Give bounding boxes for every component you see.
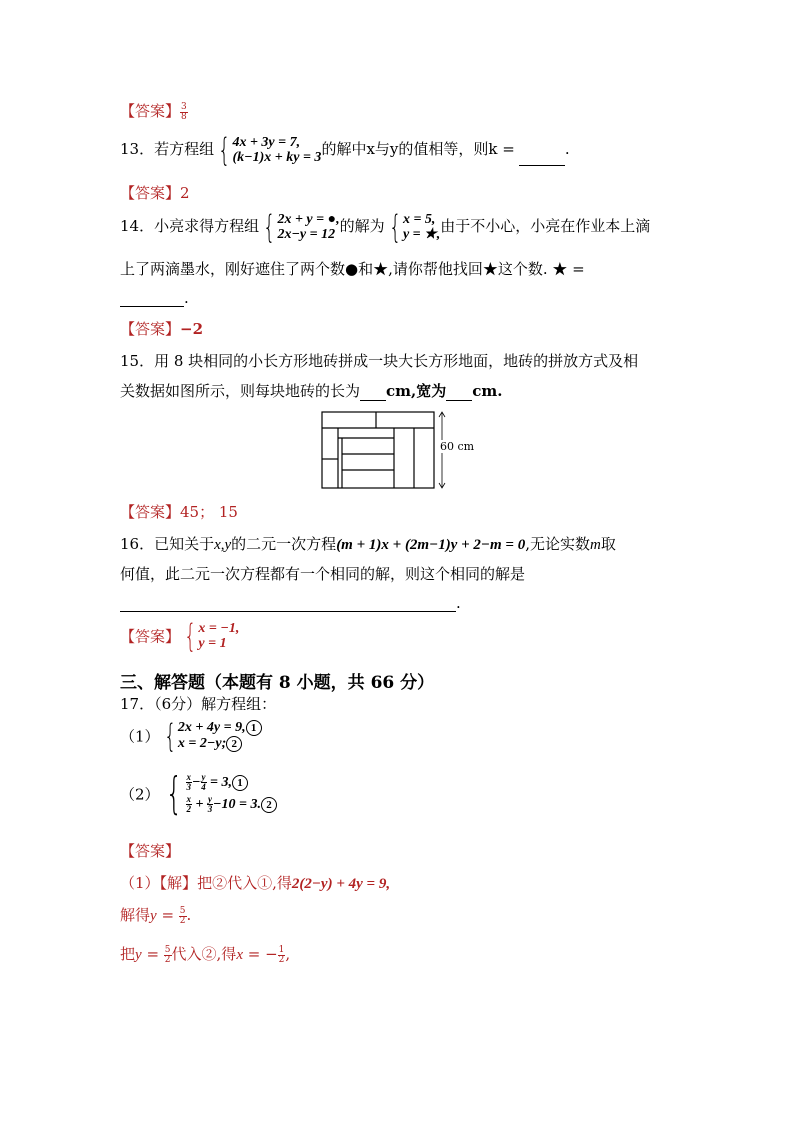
q14-answer: −2 [180,320,204,338]
q17-answer-label: 【答案】 [120,842,181,860]
q17-part1-eq1-row [178,720,262,736]
q16-equation: (m + 1)x + (2m−1)y + 2−m = 0 [336,537,526,553]
q17-solution-text1: 把②代入①,得 [197,874,292,892]
q13-eq1: 4x + 3y = 7, [232,135,301,150]
answer-label: 【答案】 [120,627,181,646]
q17-part1-system: { 2x + 4y = 9, 1 x = 2−y; 2 [160,720,262,752]
q16-line1-c: ,无论实数 [525,535,590,553]
q15-blank-width [446,382,472,401]
q14-answer-line [120,318,203,339]
q15-answer: 45； 15 [180,503,238,521]
y-numerator: 5 [179,905,186,916]
q15-line2-c: cm. [472,382,503,400]
q17-part2-eq2-row: $\frac{x}{2}$ + $\frac{y}{3}$ −10 = 3. 2 [186,794,277,816]
q14-blank-line [120,288,189,307]
q14-question-line1 [120,208,651,246]
q16-vars: x,y [214,537,232,553]
q15-figure-label: 60 cm [440,440,475,453]
q17-solution-text3b: 代入②,得 [171,945,237,963]
q16-blank-line [120,593,461,612]
q17-answer-label-line [120,840,180,861]
q14-text-before: 14．小亮求得方程组 [120,217,260,235]
q16-question-line2 [120,563,525,584]
q13-answer: 2 [180,184,190,202]
q16-line1-a: 16．已知关于 [120,535,215,553]
q12-answer-denominator: 8 [181,111,187,122]
q15-line1: 15．用 8 块相同的小长方形地砖拼成一块大长方形地面，地砖的拼放方式及相 [120,352,639,370]
y-denominator: 2 [179,915,186,926]
q17-solution-line2: 解得y = $\frac{5}{2}$ . [120,905,192,926]
q15-answer-line [120,501,238,522]
q13-eq2: (k−1)x + ky = 3 [232,150,322,165]
q14-blank [120,288,184,307]
x-sign: − [265,945,278,963]
q17-part2-system: { $\frac{x}{3}$ − $\frac{y}{4}$ = 3, 1 $\frac{x}{2}$ + $\frac{y}{3}$ −10 = 3. 2 [160,772,277,816]
q14-end: . [184,289,189,307]
circled-1-icon: 1 [232,775,248,791]
x-numerator: 1 [278,944,285,955]
q16-end: . [456,594,461,612]
q14-eq2: 2x−y = 12 [277,227,336,242]
q13-end: . [564,140,570,158]
q17-solution-line3: 把y = $\frac{5}{2}$ 代入②,得x = − $\frac{1}{2}$ , [120,944,291,965]
q15-question-line1 [120,350,638,371]
q16-question-line1 [120,533,616,554]
y-numerator-2: 5 [164,944,171,955]
q14-line2: 上了两滴墨水，刚好遮住了两个数●和★,请你帮他找回★这个数. ★ = [120,260,585,278]
q12-answer-fraction [180,103,188,122]
q13-answer-line [120,182,190,203]
q16-answer-line [120,617,240,655]
q17-part1 [120,717,262,755]
answer-label: 【答案】 [120,503,181,521]
q17-part1-label: （1） [120,727,160,746]
q13-question [120,131,570,169]
q13-blank [519,147,565,166]
q17-part1-eq2-row [178,736,262,752]
q15-question-line2 [120,380,502,401]
q17-part1-eq2: x = 2−y; [177,736,227,752]
q14-sol1: x = 5, [402,212,436,227]
x-denominator: 2 [278,954,285,965]
q17-solution-label: （1） [120,874,160,892]
q13-system: { 4x + 3y = 7, (k−1)x + ky = 3 [218,131,322,169]
q17-solution-text2: 解得 [120,906,151,924]
q16-line1-d: 取 [600,535,616,553]
answer-label: 【答案】 [120,102,181,120]
q16-line1-b: 的二元一次方程 [231,535,337,553]
answer-label: 【答案】 [120,320,181,338]
q16-answer1: x = −1, [198,621,240,636]
q14-text-after: 由于不小心，小亮在作业本上滴 [440,217,651,235]
q14-sol2: y = ★, [402,227,441,242]
q17-part2-label: （2） [120,785,160,804]
circled-2-icon: 2 [226,736,242,752]
y-denominator-2: 2 [164,954,171,965]
q13-text-after: 的解中x与y的值相等，则k = [321,140,515,158]
q17-part2-eq2-tail: −10 = 3. [213,797,261,812]
q15-line2-a: 关数据如图所示，则每块地砖的长为 [120,382,361,400]
figure-outer-rect [322,412,434,488]
q14-eq1: 2x + y = ●, [277,212,340,227]
q16-m: m [589,537,601,553]
q16-answer2: y = 1 [198,636,227,651]
q14-question-line2 [120,258,585,279]
q14-solution: { x = 5, y = ★, [388,208,441,246]
q15-blank-length [360,382,386,401]
q17-solution-eq1: 2(2−y) + 4y = 9, [291,876,391,892]
q17-title: 17．（6分）解方程组： [120,695,277,713]
circled-1-icon: 1 [246,720,262,736]
q16-answer-system: { x = −1, y = 1 [184,617,240,655]
q12-answer-line [120,100,188,122]
q17-solution-text3a: 把 [120,945,136,963]
q14-mid: 的解为 [339,217,385,235]
q17-part1-eq1: 2x + 4y = 9, [177,720,246,736]
q17-part2-eq1-tail: = 3, [210,775,233,790]
q17-part2 [120,768,277,819]
q16-blank [120,593,456,612]
q17-part2-eq1-row: $\frac{x}{3}$ − $\frac{y}{4}$ = 3, 1 [186,772,277,794]
q17-solution-tag: 【解】 [159,874,198,892]
q12-answer-numerator: 3 [181,101,187,112]
q16-line2: 何值，此二元一次方程都有一个相同的解，则这个相同的解是 [120,565,526,583]
q17-solution-line1 [120,872,390,893]
q13-text-before: 13．若方程组 [120,140,215,158]
circled-2-icon: 2 [261,797,277,813]
section3-heading: 三、解答题（本题有 8 小题，共 66 分） [120,673,435,693]
answer-label: 【答案】 [120,184,181,202]
q15-line2-b: cm,宽为 [386,382,447,400]
q14-system: { 2x + y = ●, 2x−y = 12 [263,208,340,246]
